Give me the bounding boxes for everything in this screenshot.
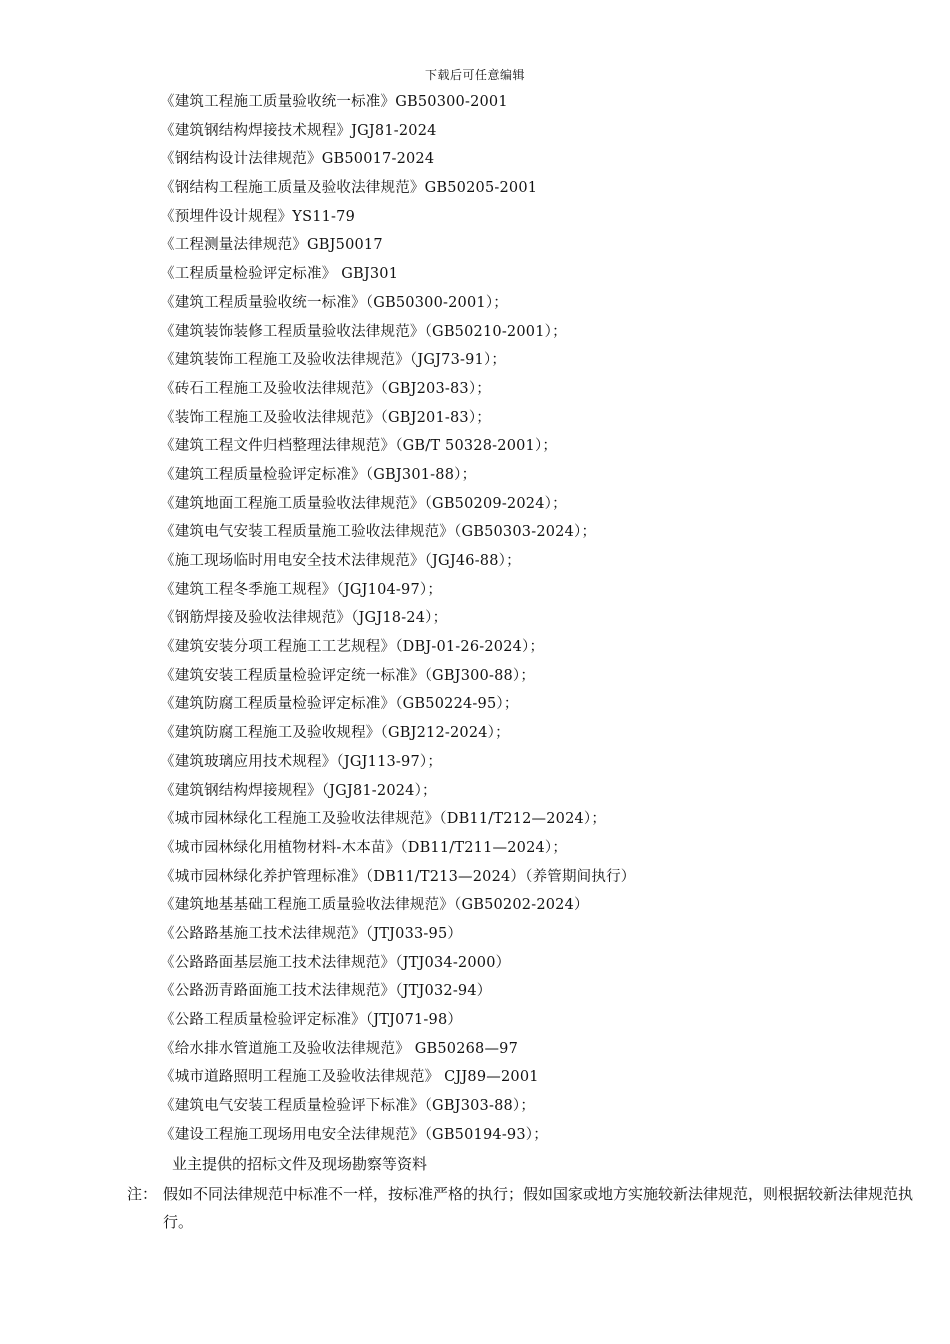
standard-item: 《建筑电气安装工程质量施工验收法律规范》（GB50303-2024）； bbox=[160, 524, 597, 541]
standard-item: 《建筑装饰装修工程质量验收法律规范》（GB50210-2001）； bbox=[160, 323, 567, 340]
note-label: 注： bbox=[127, 1185, 158, 1203]
standard-item: 《砖石工程施工及验收法律规范》（GBJ203-83）； bbox=[160, 380, 491, 397]
standard-item: 《建筑安装工程质量检验评定统一标准》（GBJ300-88）； bbox=[160, 667, 536, 684]
standard-item: 《建设工程施工现场用电安全法律规范》（GB50194-93）； bbox=[160, 1126, 548, 1143]
standard-item: 《建筑钢结构焊接技术规程》JGJ81-2024 bbox=[160, 122, 437, 139]
standard-item: 《城市园林绿化养护管理标准》（DB11/T213—2024）（养管期间执行） bbox=[160, 868, 636, 885]
standard-item: 《建筑工程文件归档整理法律规范》（GB/T 50328-2001）； bbox=[160, 438, 558, 455]
standard-item: 《公路工程质量检验评定标准》（JTJ071-98） bbox=[160, 1012, 463, 1028]
standard-item: 《城市园林绿化用植物材料-木本苗》（DB11/T211—2024）； bbox=[160, 839, 568, 856]
standard-item: 《城市道路照明工程施工及验收法律规范》 CJJ89—2001 bbox=[160, 1069, 539, 1086]
standard-item: 《建筑钢结构焊接规程》（JGJ81-2024）； bbox=[160, 782, 437, 799]
standard-item: 《工程测量法律规范》GBJ50017 bbox=[160, 237, 383, 254]
standard-item: 《施工现场临时用电安全技术法律规范》（JGJ46-88）； bbox=[160, 553, 521, 569]
standard-item: 《城市园林绿化工程施工及验收法律规范》（DB11/T212—2024）； bbox=[160, 811, 607, 828]
standards-list bbox=[160, 88, 635, 1149]
standard-item: 《预埋件设计规程》YS11-79 bbox=[160, 208, 356, 225]
standard-item: 《建筑工程质量验收统一标准》（GB50300-2001）； bbox=[160, 294, 508, 311]
standard-item: 《钢筋焊接及验收法律规范》（JGJ18-24）； bbox=[160, 610, 448, 627]
standard-item: 《建筑工程冬季施工规程》（JGJ104-97）； bbox=[160, 581, 443, 598]
standard-item: 《公路路面基层施工技术法律规范》（JTJ034-2000） bbox=[160, 954, 511, 971]
standard-item: 《建筑地面工程施工质量验收法律规范》（GB50209-2024）； bbox=[160, 495, 567, 512]
standard-item: 《建筑电气安装工程质量检验评下标准》（GBJ303-88）； bbox=[160, 1098, 536, 1115]
standard-item: 《公路路基施工技术法律规范》（JTJ033-95） bbox=[160, 925, 463, 942]
note-text: 假如不同法律规范中标准不一样，按标准严格的执行；假如国家或地方实施较新法律规范，则根据较新法律规范执行。 bbox=[163, 1185, 914, 1231]
standard-item: 《钢结构工程施工质量及验收法律规范》GB50205-2001 bbox=[160, 180, 538, 197]
standard-item: 《建筑防腐工程施工及验收规程》（GBJ212-2024）； bbox=[160, 725, 510, 742]
standard-item: 《给水排水管道施工及验收法律规范》 GB50268—97 bbox=[160, 1040, 519, 1057]
standard-item: 《建筑装饰工程施工及验收法律规范》（JGJ73-91）； bbox=[160, 352, 507, 369]
standard-item: 《建筑工程质量检验评定标准》（GBJ301-88）； bbox=[160, 466, 477, 483]
standard-item: 《建筑地基基础工程施工质量验收法律规范》（GB50202-2024） bbox=[160, 897, 589, 914]
standard-item: 《建筑工程施工质量验收统一标准》GB50300-2001 bbox=[160, 94, 508, 110]
standard-item: 《公路沥青路面施工技术法律规范》（JTJ032-94） bbox=[160, 983, 492, 1000]
header-note: 下载后可任意编辑 bbox=[424, 68, 525, 82]
standard-item: 《装饰工程施工及验收法律规范》（GBJ201-83）； bbox=[160, 409, 491, 426]
standard-item: 《钢结构设计法律规范》GB50017-2024 bbox=[160, 151, 435, 168]
standard-item: 《建筑玻璃应用技术规程》（JGJ113-97）； bbox=[160, 753, 443, 770]
extra-reference-line: 业主提供的招标文件及现场勘察等资料 bbox=[172, 1155, 428, 1173]
note-paragraph bbox=[127, 1180, 917, 1236]
standard-item: 《建筑防腐工程质量检验评定标准》（GB50224-95）； bbox=[160, 696, 519, 713]
standard-item: 《工程质量检验评定标准》 GBJ301 bbox=[160, 266, 399, 283]
standard-item: 《建筑安装分项工程施工工艺规程》（DBJ-01-26-2024）； bbox=[160, 639, 545, 656]
